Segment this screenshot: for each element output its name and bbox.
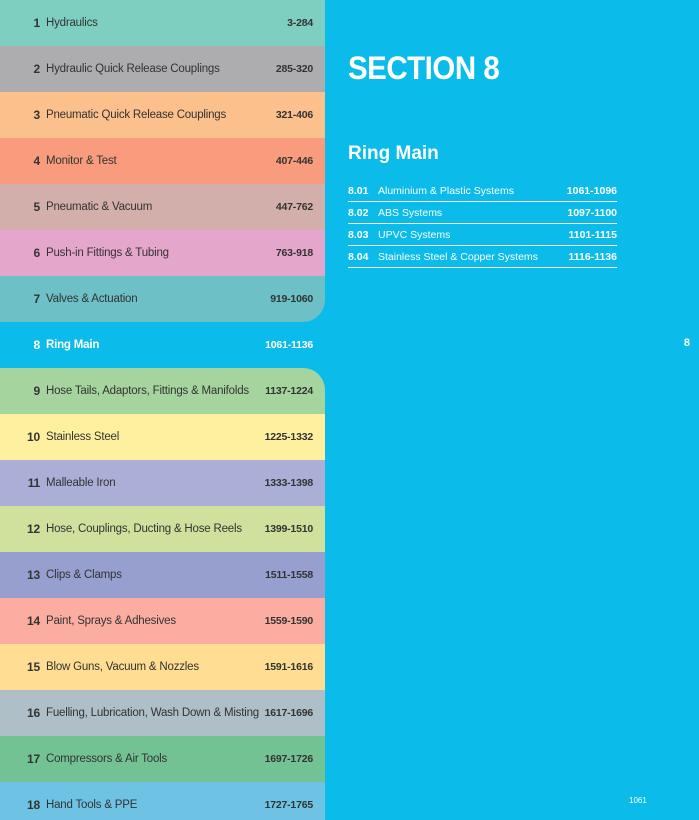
sidebar-item-number: 2 xyxy=(33,62,40,76)
sidebar-item-pages: 1617-1696 xyxy=(264,707,313,719)
sidebar-item-pages: 763-918 xyxy=(275,247,313,259)
sidebar-item-number: 3 xyxy=(33,108,40,122)
sidebar-item-monitor-test[interactable] xyxy=(0,138,325,184)
sidebar-item-hose-tails-adaptors-fittings-manifolds[interactable] xyxy=(0,368,325,414)
sidebar-item-hydraulic-quick-release-couplings[interactable] xyxy=(0,46,325,92)
sidebar-item-number: 9 xyxy=(33,384,40,398)
sidebar-item-pages: 285-320 xyxy=(275,63,313,75)
sidebar-item-hand-tools-ppe[interactable] xyxy=(0,782,325,820)
sidebar-item-label: Pneumatic & Vacuum xyxy=(46,201,153,213)
sidebar-item-pages: 1399-1510 xyxy=(264,523,313,535)
toc-item-pages: 1061-1096 xyxy=(566,184,617,197)
toc-item-label: ABS Systems xyxy=(378,206,443,219)
sidebar-item-pages: 1061-1136 xyxy=(265,339,313,351)
sidebar-item-label: Hydraulic Quick Release Couplings xyxy=(46,63,220,75)
sidebar-item-number: 16 xyxy=(27,706,40,720)
sidebar-item-label: Hose Tails, Adaptors, Fittings & Manifolds xyxy=(46,385,249,397)
sidebar-item-number: 17 xyxy=(27,752,40,766)
sidebar-item-pages: 1697-1726 xyxy=(264,753,313,765)
sidebar-item-label: Hose, Couplings, Ducting & Hose Reels xyxy=(46,523,242,535)
sidebar-item-pages: 1591-1616 xyxy=(264,661,313,673)
toc-item-label: Stainless Steel & Copper Systems xyxy=(378,250,538,263)
toc-item-aluminium-plastic-systems[interactable] xyxy=(348,180,617,202)
page-number: 1061 xyxy=(629,796,647,805)
sidebar-item-number: 4 xyxy=(33,154,40,168)
toc-item-stainless-steel-copper-systems[interactable] xyxy=(348,246,617,268)
sidebar-item-pages: 321-406 xyxy=(275,109,313,121)
sidebar-item-number: 8 xyxy=(33,338,40,352)
sidebar-item-label: Hand Tools & PPE xyxy=(46,799,138,811)
sidebar-item-label: Push-in Fittings & Tubing xyxy=(46,247,169,259)
sidebar-item-number: 12 xyxy=(27,522,40,536)
section-title: SECTION 8 xyxy=(348,50,500,86)
sidebar-item-label: Fuelling, Lubrication, Wash Down & Misting xyxy=(46,707,259,719)
sidebar-item-fuelling-lubrication-wash-down-misting[interactable] xyxy=(0,690,325,736)
sidebar-item-label: Malleable Iron xyxy=(46,477,116,489)
toc-item-abs-systems[interactable] xyxy=(348,202,617,224)
sidebar-item-pages: 447-762 xyxy=(275,201,313,213)
sidebar-item-label: Monitor & Test xyxy=(46,155,117,167)
sidebar-item-pages: 407-446 xyxy=(275,155,313,167)
sidebar-item-pages: 1137-1224 xyxy=(265,385,313,397)
toc-item-pages: 1101-1115 xyxy=(568,228,617,241)
toc-item-number: 8.03 xyxy=(348,228,369,241)
sidebar-item-clips-clamps[interactable] xyxy=(0,552,325,598)
toc-item-number: 8.04 xyxy=(348,250,369,263)
sidebar-item-label: Blow Guns, Vacuum & Nozzles xyxy=(46,661,199,673)
sidebar-item-ring-main[interactable] xyxy=(0,322,325,368)
sidebar-item-pages: 1225-1332 xyxy=(264,431,313,443)
sidebar-item-number: 13 xyxy=(27,568,40,582)
sidebar-item-label: Pneumatic Quick Release Couplings xyxy=(46,109,227,121)
sidebar-item-label: Clips & Clamps xyxy=(46,569,122,581)
sidebar-item-label: Stainless Steel xyxy=(46,431,120,443)
sidebar-item-pneumatic-quick-release-couplings[interactable] xyxy=(0,92,325,138)
toc-item-pages: 1097-1100 xyxy=(567,206,617,219)
sidebar-item-hydraulics[interactable] xyxy=(0,0,325,46)
sidebar-item-number: 11 xyxy=(27,476,40,490)
sidebar-item-pages: 1511-1558 xyxy=(265,569,313,581)
sidebar-item-paint-sprays-adhesives[interactable] xyxy=(0,598,325,644)
sidebar-item-number: 1 xyxy=(33,16,40,30)
toc-item-label: UPVC Systems xyxy=(378,228,451,241)
sidebar-item-pneumatic-vacuum[interactable] xyxy=(0,184,325,230)
section-tab-marker: 8 xyxy=(683,337,690,349)
section-index-sidebar xyxy=(0,0,325,820)
sidebar-item-push-in-fittings-tubing[interactable] xyxy=(0,230,325,276)
sidebar-item-pages: 1559-1590 xyxy=(264,615,313,627)
sidebar-item-compressors-air-tools[interactable] xyxy=(0,736,325,782)
sidebar-item-pages: 1727-1765 xyxy=(264,799,313,811)
sidebar-item-number: 7 xyxy=(33,292,40,306)
sidebar-item-pages: 3-284 xyxy=(287,17,313,29)
sidebar-item-label: Valves & Actuation xyxy=(46,293,138,305)
section-contents-list xyxy=(348,180,617,268)
toc-item-label: Aluminium & Plastic Systems xyxy=(378,184,514,197)
sidebar-item-label: Compressors & Air Tools xyxy=(46,753,168,765)
sidebar-item-blow-guns-vacuum-nozzles[interactable] xyxy=(0,644,325,690)
sidebar-item-pages: 1333-1398 xyxy=(264,477,313,489)
sidebar-item-number: 6 xyxy=(33,246,40,260)
sidebar-item-number: 14 xyxy=(27,614,40,628)
toc-item-upvc-systems[interactable] xyxy=(348,224,617,246)
sidebar-item-number: 5 xyxy=(33,200,40,214)
sidebar-item-number: 18 xyxy=(27,798,40,812)
sidebar-item-number: 15 xyxy=(27,660,40,674)
sidebar-item-stainless-steel[interactable] xyxy=(0,414,325,460)
sidebar-item-number: 10 xyxy=(27,430,40,444)
toc-item-pages: 1116-1136 xyxy=(568,250,617,263)
section-subtitle: Ring Main xyxy=(348,143,439,164)
sidebar-item-label: Ring Main xyxy=(46,339,100,351)
toc-item-number: 8.02 xyxy=(348,206,369,219)
sidebar-item-label: Paint, Sprays & Adhesives xyxy=(46,615,176,627)
sidebar-item-malleable-iron[interactable] xyxy=(0,460,325,506)
sidebar-item-valves-actuation[interactable] xyxy=(0,276,325,322)
sidebar-item-pages: 919-1060 xyxy=(270,293,313,305)
toc-item-number: 8.01 xyxy=(348,184,369,197)
sidebar-item-label: Hydraulics xyxy=(46,17,98,29)
sidebar-item-hose-couplings-ducting-hose-reels[interactable] xyxy=(0,506,325,552)
